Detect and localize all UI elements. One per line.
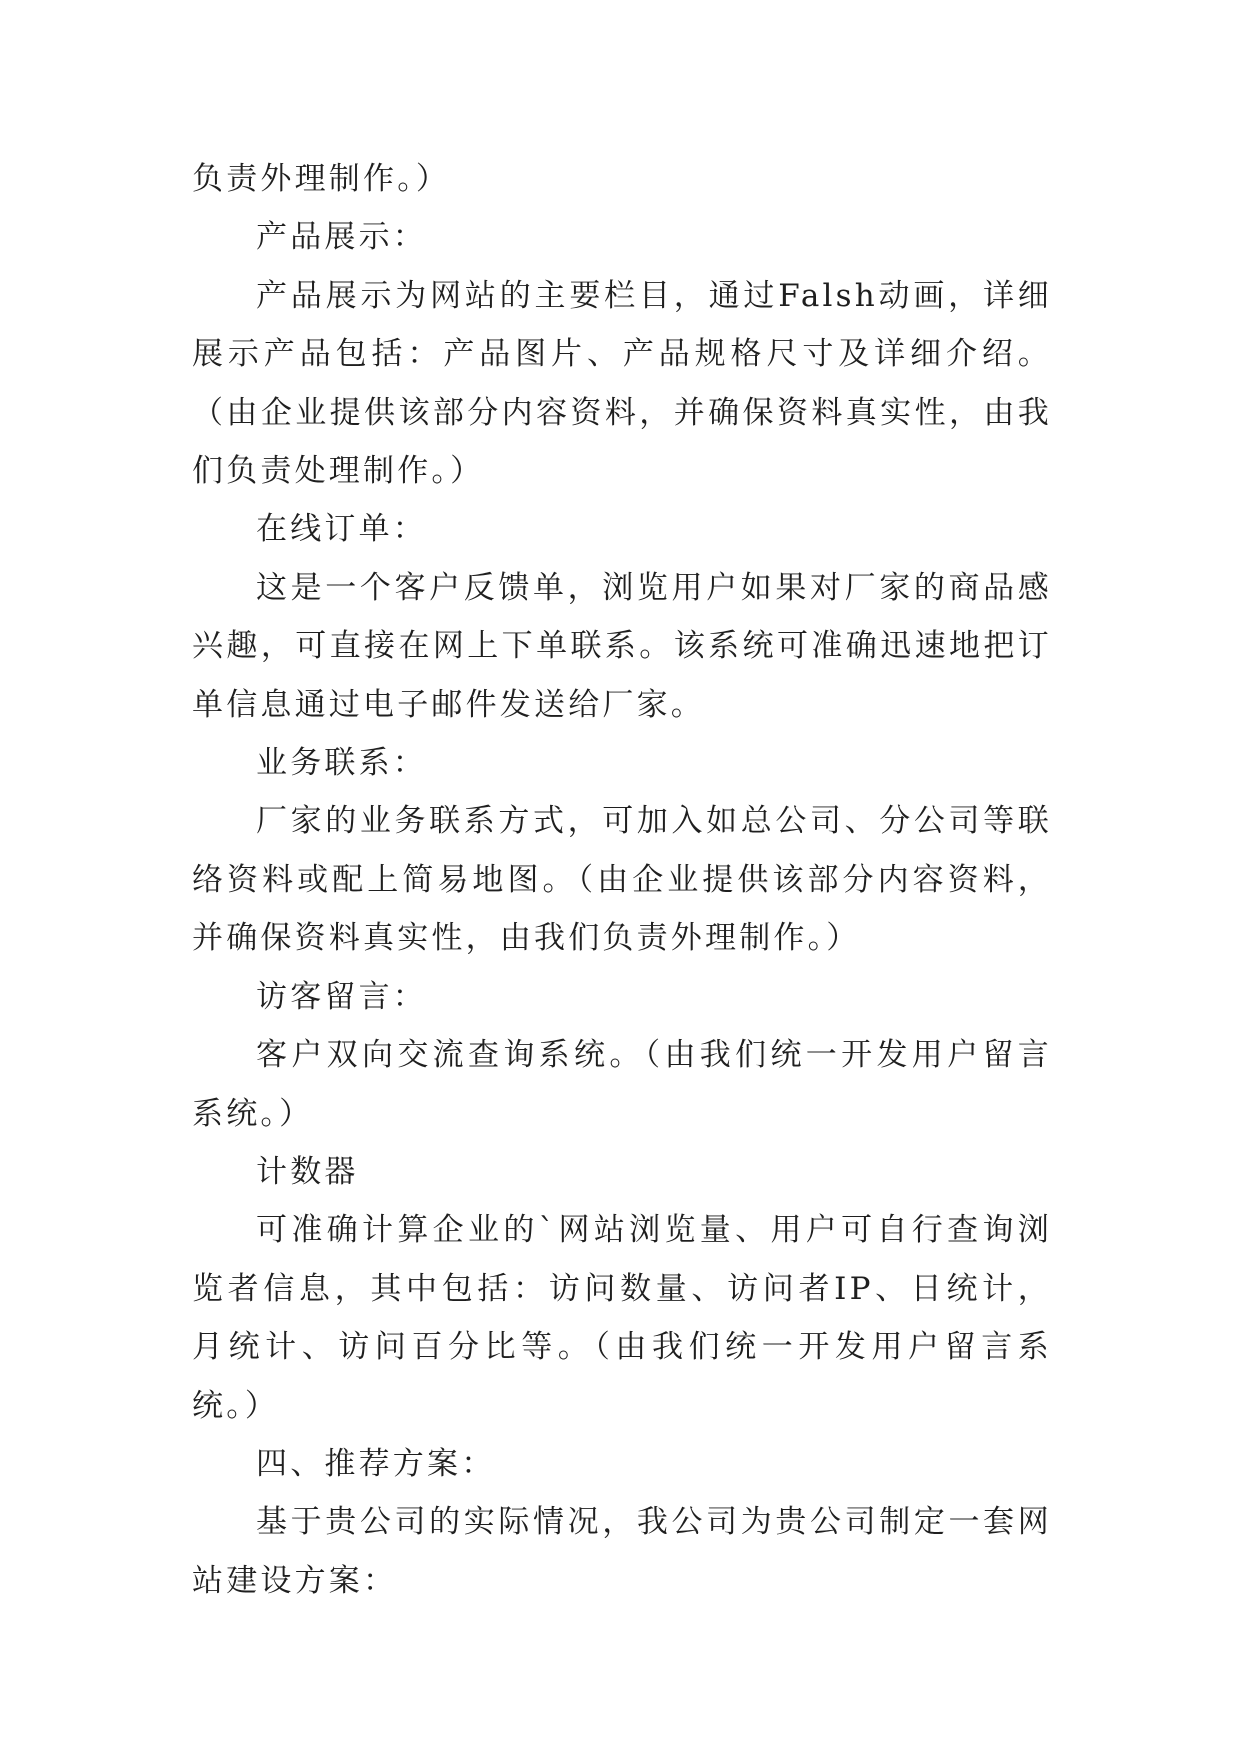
paragraph-continuation: 负责外理制作。）: [192, 161, 451, 197]
paragraph-online-order: 这是一个客户反馈单，浏览用户如果对厂家的商品感兴趣，可直接在网上下单联系。该系统可准确迅速地把订单信息通过电子邮件发送给厂家。: [192, 569, 1052, 723]
document-body: [192, 150, 1052, 1610]
paragraph-business-contact: 厂家的业务联系方式，可加入如总公司、分公司等联络资料或配上简易地图。（由企业提供该部分内容资料，并确保资料真实性，由我们负责外理制作。）: [192, 803, 1052, 957]
paragraph-counter: 可准确计算企业的`网站浏览量、用户可自行查询浏览者信息，其中包括：访问数量、访问者IP、日统计，月统计、访问百分比等。（由我们统一开发用户留言系统。）: [192, 1212, 1052, 1424]
section-heading-online-order: 在线订单：: [256, 511, 427, 548]
section-heading-business-contact: 业务联系：: [256, 745, 427, 782]
paragraph-product-display: 产品展示为网站的主要栏目，通过Falsh动画，详细展示产品包括：产品图片、产品规格尺寸及详细介绍。（由企业提供该部分内容资料，并确保资料真实性，由我们负责处理制作。）: [192, 277, 1052, 490]
section-heading-recommendation: 四、推荐方案：: [256, 1445, 496, 1482]
paragraph-recommendation: 基于贵公司的实际情况，我公司为贵公司制定一套网站建设方案：: [192, 1504, 1052, 1599]
paragraph-guestbook: 客户双向交流查询系统。（由我们统一开发用户留言系统。）: [192, 1037, 1052, 1132]
section-heading-product-display: 产品展示：: [256, 219, 427, 256]
section-heading-counter: 计数器: [256, 1153, 359, 1190]
section-heading-guestbook: 访客留言：: [256, 978, 427, 1015]
